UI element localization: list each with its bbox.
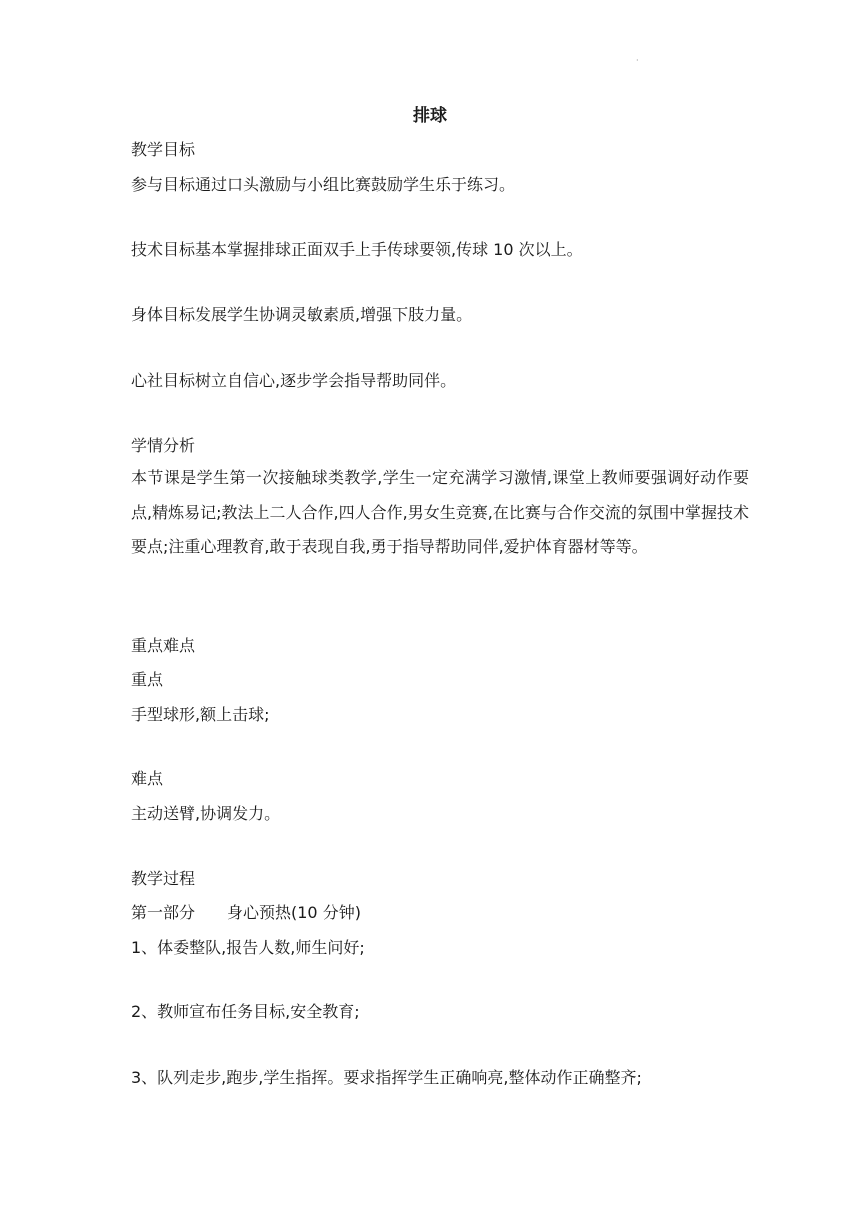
heading-teaching-process: 教学过程: [131, 869, 196, 888]
heading-key-difficult: 重点难点: [131, 636, 196, 655]
key-point-text: 手型球形,额上击球;: [131, 705, 270, 724]
process-step-1: 1、体委整队,报告人数,师生问好;: [131, 938, 365, 957]
heading-teaching-goals: 教学目标: [131, 140, 196, 159]
heading-difficult-point: 难点: [131, 769, 164, 788]
goal-social: 心社目标树立自信心,逐步学会指导帮助同伴。: [131, 371, 457, 390]
student-analysis-paragraph: 本节课是学生第一次接触球类教学,学生一定充满学习激情,课堂上教师要强调好动作要点,精炼易记;教法上二人合作,四人合作,男女生竞赛,在比赛与合作交流的氛围中掌握技术要点;注重心理教育,敢于表现自我,勇于指导帮助同伴,爱护体育器材等等。: [131, 468, 749, 556]
process-step-2: 2、教师宣布任务目标,安全教育;: [131, 1002, 360, 1021]
goal-physical: 身体目标发展学生协调灵敏素质,增强下肢力量。: [131, 305, 473, 324]
heading-student-analysis: 学情分析: [131, 436, 196, 455]
heading-key-point: 重点: [131, 670, 164, 689]
document-title: 排球: [413, 106, 447, 126]
goal-participation: 参与目标通过口头激励与小组比赛鼓励学生乐于练习。: [131, 175, 516, 194]
process-step-3: 3、队列走步,跑步,学生指挥。要求指挥学生正确响亮,整体动作正确整齐;: [131, 1068, 642, 1087]
part-one-heading: 第一部分 身心预热(10 分钟): [131, 903, 361, 922]
goal-technique: 技术目标基本掌握排球正面双手上手传球要领,传球 10 次以上。: [131, 240, 583, 259]
page-marker: ·: [636, 56, 639, 65]
difficult-point-text: 主动送臂,协调发力。: [131, 804, 281, 823]
